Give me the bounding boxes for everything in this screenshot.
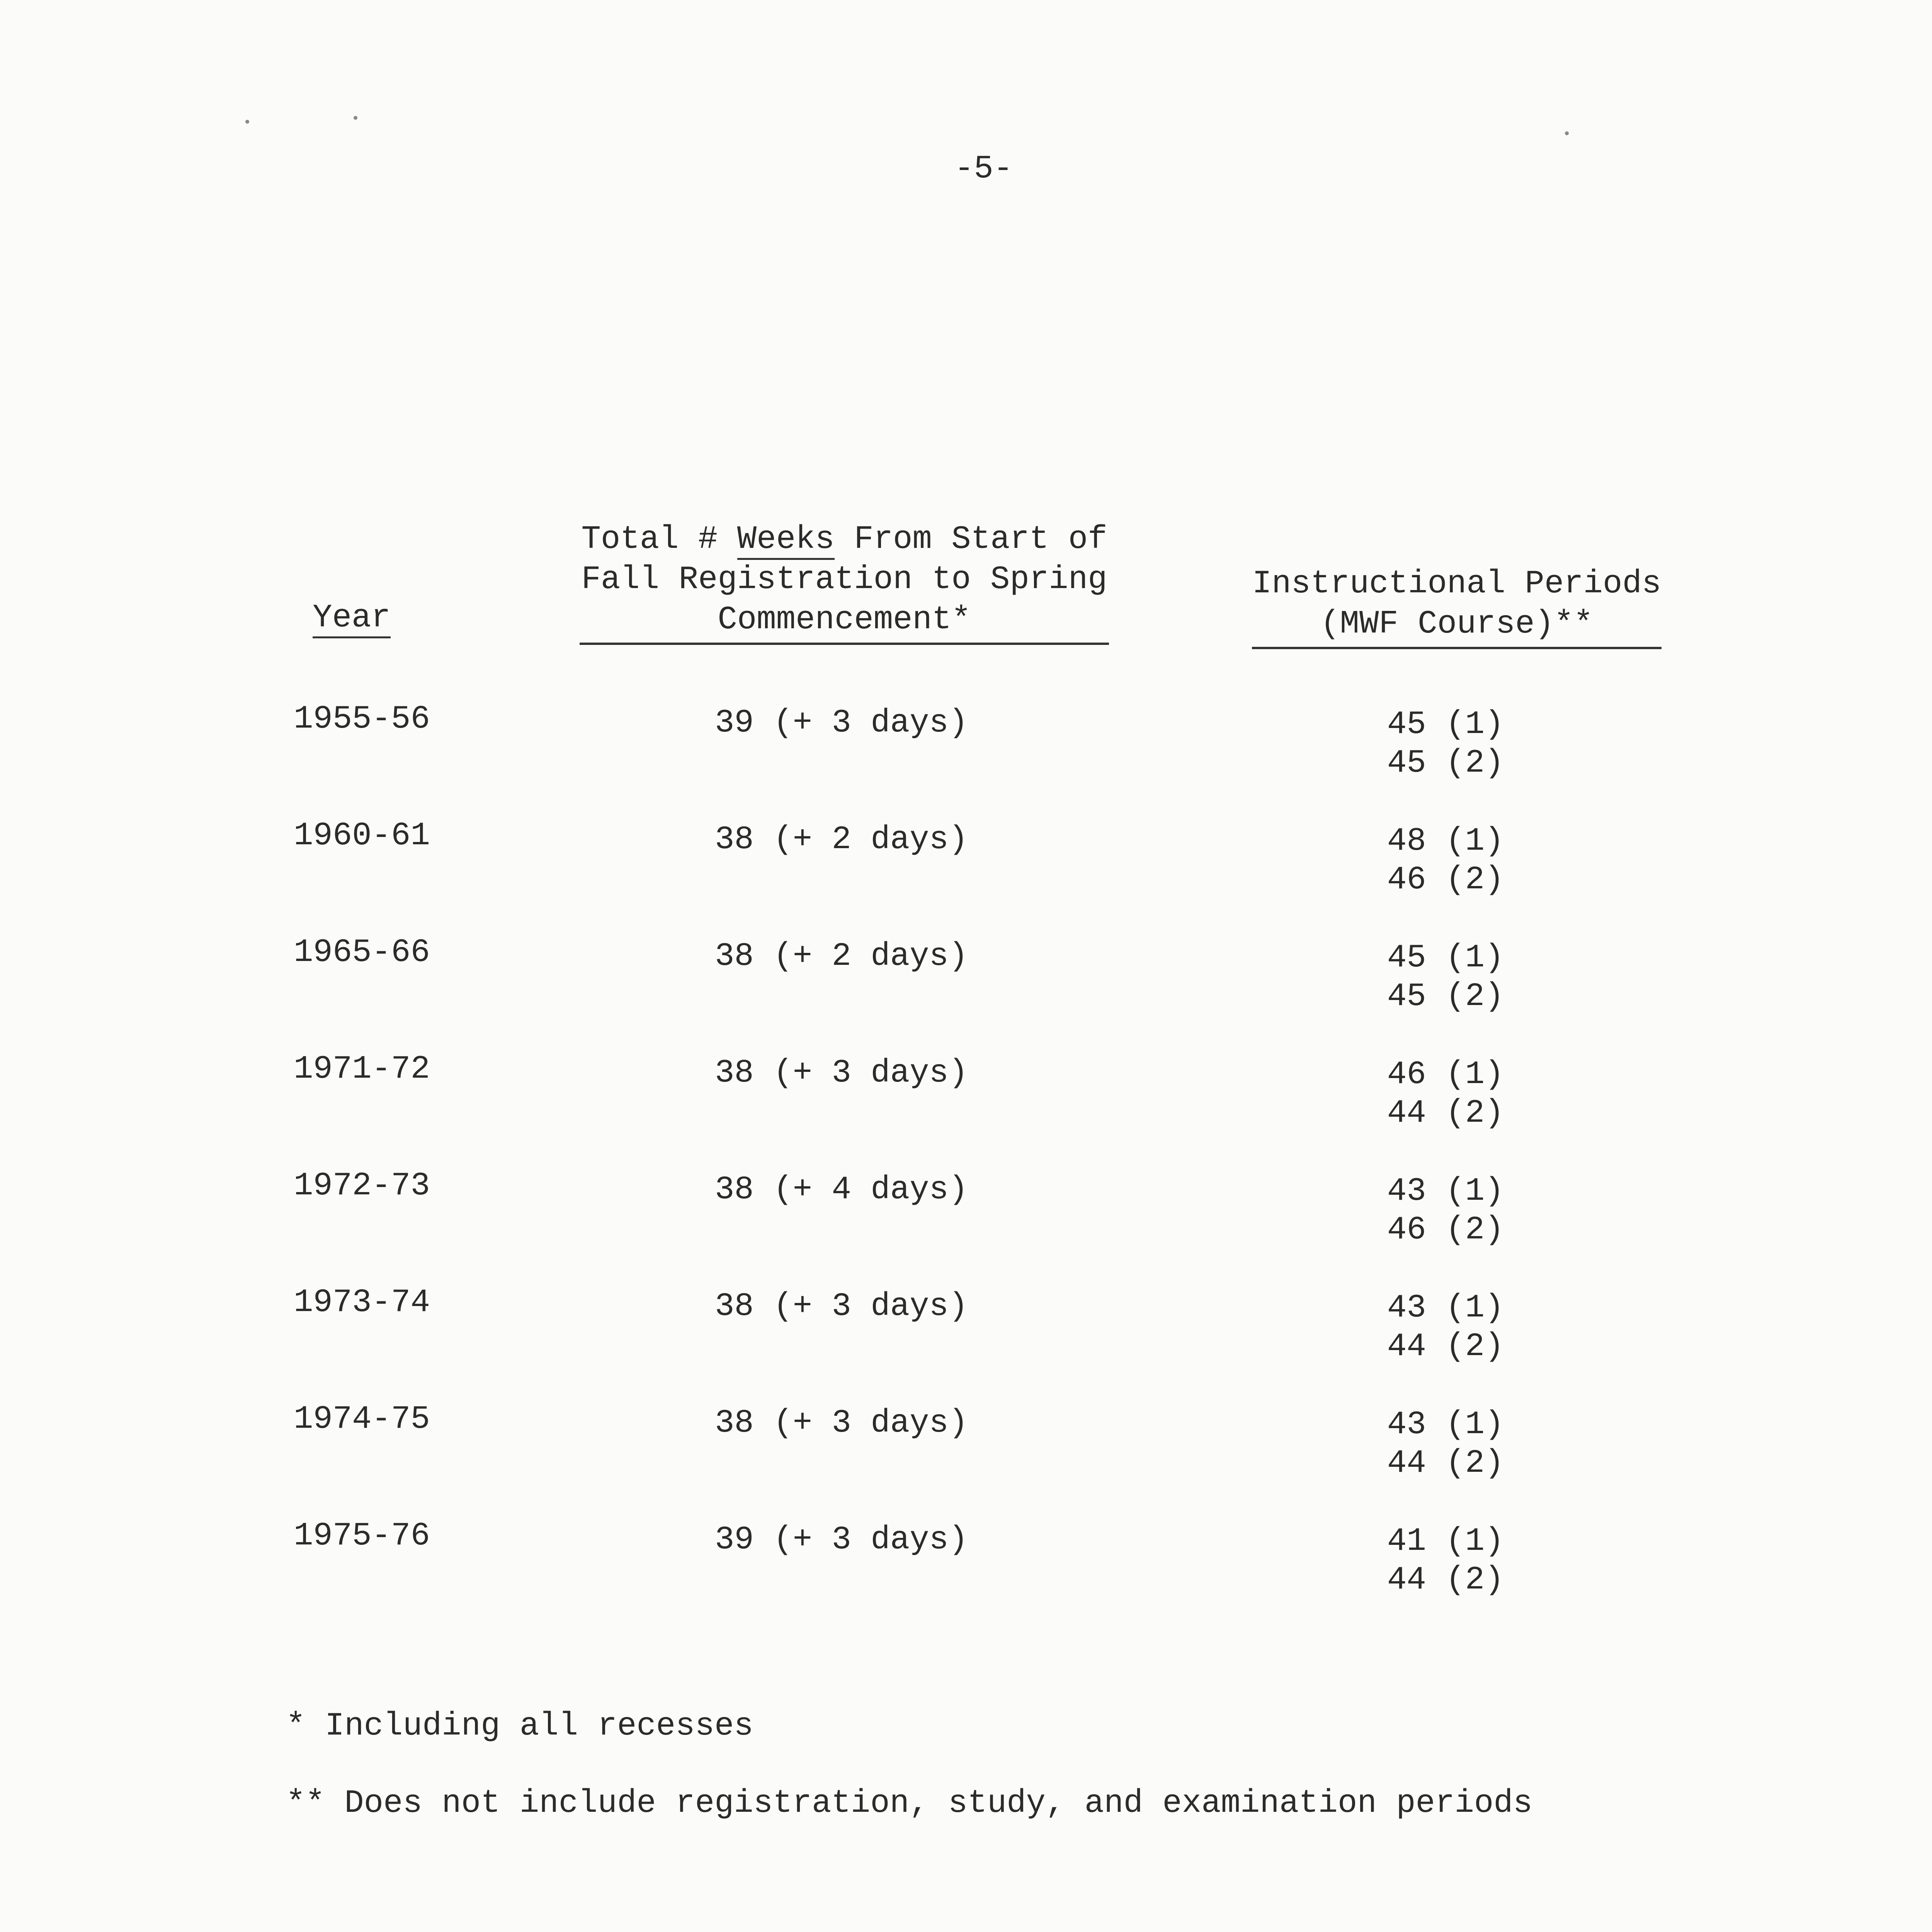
- row-weeks: 39 (+ 3 days): [715, 705, 968, 742]
- page-number: -5-: [954, 151, 1013, 187]
- row-year: 1965-66: [294, 934, 430, 971]
- row-periods-2: 46 (2): [1387, 862, 1504, 898]
- row-weeks: 39 (+ 3 days): [715, 1522, 968, 1558]
- header-periods-line2: (MWF Course)**: [1320, 606, 1593, 643]
- header-year-label: Year: [313, 600, 391, 638]
- row-weeks: 38 (+ 3 days): [715, 1405, 968, 1442]
- footnote-single-asterisk: * Including all recesses: [286, 1708, 753, 1745]
- row-year: 1971-72: [294, 1051, 430, 1088]
- row-year: 1960-61: [294, 818, 430, 854]
- row-weeks: 38 (+ 2 days): [715, 821, 968, 858]
- header-weeks-line3: Commencement*: [718, 602, 971, 638]
- row-weeks: 38 (+ 2 days): [715, 938, 968, 975]
- header-weeks-line2: Fall Registration to Spring: [581, 561, 1107, 598]
- row-year: 1955-56: [294, 701, 430, 738]
- row-periods-2: 44 (2): [1387, 1445, 1504, 1482]
- row-periods-1: 43 (1): [1387, 1406, 1504, 1443]
- header-weeks-pre: Total #: [581, 521, 737, 558]
- row-weeks: 38 (+ 3 days): [715, 1055, 968, 1092]
- header-weeks-line1: [580, 520, 1109, 560]
- row-periods-1: 46 (1): [1387, 1056, 1504, 1093]
- row-year: 1972-73: [294, 1168, 430, 1204]
- header-periods: [1252, 564, 1662, 649]
- scan-speck: [1565, 131, 1569, 135]
- row-periods-1: 45 (1): [1387, 940, 1504, 976]
- row-periods-2: 44 (2): [1387, 1095, 1504, 1132]
- row-periods-2: 44 (2): [1387, 1328, 1504, 1365]
- scan-speck: [354, 116, 357, 120]
- scan-speck: [245, 120, 249, 124]
- header-periods-line1: Instructional Periods: [1252, 566, 1662, 602]
- header-weeks: [580, 520, 1109, 645]
- footnote-double-asterisk: ** Does not include registration, study, and examination periods: [286, 1785, 1533, 1822]
- row-periods-2: 45 (2): [1387, 745, 1504, 782]
- row-periods-2: 46 (2): [1387, 1212, 1504, 1248]
- row-periods-1: 41 (1): [1387, 1523, 1504, 1560]
- row-year: 1973-74: [294, 1284, 430, 1321]
- header-weeks-post: From Start of: [834, 521, 1107, 558]
- row-periods-1: 43 (1): [1387, 1173, 1504, 1210]
- row-year: 1974-75: [294, 1401, 430, 1438]
- row-weeks: 38 (+ 3 days): [715, 1288, 968, 1325]
- row-year: 1975-76: [294, 1518, 430, 1554]
- header-weeks-word: Weeks: [737, 521, 835, 560]
- row-periods-1: 43 (1): [1387, 1290, 1504, 1327]
- row-weeks: 38 (+ 4 days): [715, 1172, 968, 1208]
- row-periods-1: 45 (1): [1387, 706, 1504, 743]
- row-periods-1: 48 (1): [1387, 823, 1504, 860]
- header-year: [305, 598, 398, 638]
- row-periods-2: 44 (2): [1387, 1562, 1504, 1599]
- row-periods-2: 45 (2): [1387, 978, 1504, 1015]
